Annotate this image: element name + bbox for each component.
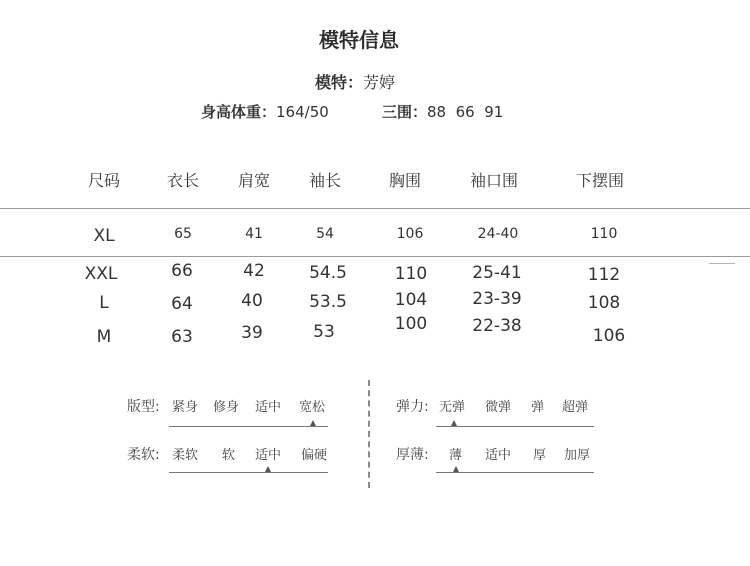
table-cell: XL bbox=[93, 226, 115, 246]
table-cell: L bbox=[99, 293, 109, 313]
style-option: 紧身 bbox=[172, 400, 199, 415]
table-cell: 53 bbox=[313, 322, 335, 342]
style-option: 宽松 bbox=[299, 400, 326, 415]
softness-option: 偏硬 bbox=[301, 448, 328, 463]
stretch-scale-line bbox=[436, 426, 594, 427]
table-cell: M bbox=[96, 327, 112, 347]
thickness-marker-icon bbox=[453, 466, 459, 472]
model-name: 芳婷 bbox=[363, 73, 396, 92]
header-shoulder: 肩宽 bbox=[237, 171, 271, 190]
style-label: 版型: bbox=[127, 399, 160, 415]
header-sleeve: 袖长 bbox=[308, 171, 342, 190]
thickness-label: 厚薄: bbox=[396, 447, 429, 463]
softness-option: 柔软 bbox=[172, 448, 199, 463]
softness-marker-icon bbox=[265, 466, 271, 472]
table-cell: 23-39 bbox=[472, 289, 522, 309]
model-label: 模特： bbox=[314, 73, 363, 92]
thickness-scale-line bbox=[436, 472, 594, 473]
measure-label: 三围： bbox=[382, 103, 428, 121]
thickness-option: 薄 bbox=[449, 448, 463, 463]
fit-divider bbox=[368, 380, 370, 488]
header-cuff: 袖口围 bbox=[469, 171, 519, 190]
table-cell: 24-40 bbox=[477, 226, 519, 242]
style-marker-icon bbox=[310, 420, 316, 426]
softness-option: 软 bbox=[222, 448, 236, 463]
style-option: 修身 bbox=[213, 400, 240, 415]
thickness-option: 加厚 bbox=[564, 448, 591, 463]
stretch-option: 超弹 bbox=[562, 400, 589, 415]
softness-option: 适中 bbox=[255, 448, 282, 463]
softness-scale-line bbox=[169, 472, 328, 473]
stretch-option: 无弹 bbox=[439, 400, 466, 415]
body-measurements bbox=[382, 101, 503, 122]
header-hem: 下摆围 bbox=[575, 171, 625, 190]
table-divider-top bbox=[0, 208, 750, 209]
table-cell: 25-41 bbox=[472, 263, 522, 283]
stretch-option: 微弹 bbox=[485, 400, 512, 415]
height-weight-label: 身高体重： bbox=[201, 103, 277, 121]
table-cell: 54 bbox=[316, 226, 334, 242]
table-divider-stub bbox=[709, 263, 735, 264]
table-cell: 110 bbox=[590, 226, 618, 242]
table-cell: 22-38 bbox=[472, 316, 522, 336]
header-length: 衣长 bbox=[166, 171, 200, 190]
table-cell: XXL bbox=[84, 264, 118, 284]
table-cell: 100 bbox=[394, 314, 428, 334]
table-cell: 64 bbox=[171, 294, 193, 314]
page-title: 模特信息 bbox=[319, 28, 399, 52]
table-cell: 54.5 bbox=[309, 263, 347, 283]
table-cell: 42 bbox=[243, 261, 265, 281]
thickness-option: 适中 bbox=[485, 448, 512, 463]
table-cell: 106 bbox=[396, 226, 424, 242]
stretch-option: 弹 bbox=[531, 400, 545, 415]
table-cell: 110 bbox=[394, 264, 428, 284]
style-option: 适中 bbox=[255, 400, 282, 415]
stretch-marker-icon bbox=[451, 420, 457, 426]
style-scale-line bbox=[169, 426, 328, 427]
stretch-label: 弹力: bbox=[396, 399, 429, 415]
table-cell: 106 bbox=[592, 326, 626, 346]
table-cell: 39 bbox=[241, 323, 263, 343]
table-cell: 41 bbox=[245, 226, 263, 242]
softness-label: 柔软: bbox=[127, 447, 160, 463]
table-cell: 63 bbox=[171, 327, 193, 347]
measure-value: 88 66 91 bbox=[427, 103, 504, 121]
table-cell: 65 bbox=[174, 226, 192, 242]
table-cell: 40 bbox=[241, 291, 263, 311]
header-size: 尺码 bbox=[87, 171, 121, 190]
table-divider-bottom bbox=[0, 256, 750, 257]
table-cell: 53.5 bbox=[309, 292, 347, 312]
height-weight bbox=[201, 101, 329, 122]
model-info bbox=[0, 70, 710, 93]
table-cell: 66 bbox=[171, 261, 193, 281]
thickness-option: 厚 bbox=[533, 448, 547, 463]
header-chest: 胸围 bbox=[388, 171, 422, 190]
height-weight-value: 164/50 bbox=[276, 103, 329, 121]
table-cell: 112 bbox=[587, 265, 621, 285]
table-cell: 104 bbox=[394, 290, 428, 310]
table-cell: 108 bbox=[587, 293, 621, 313]
